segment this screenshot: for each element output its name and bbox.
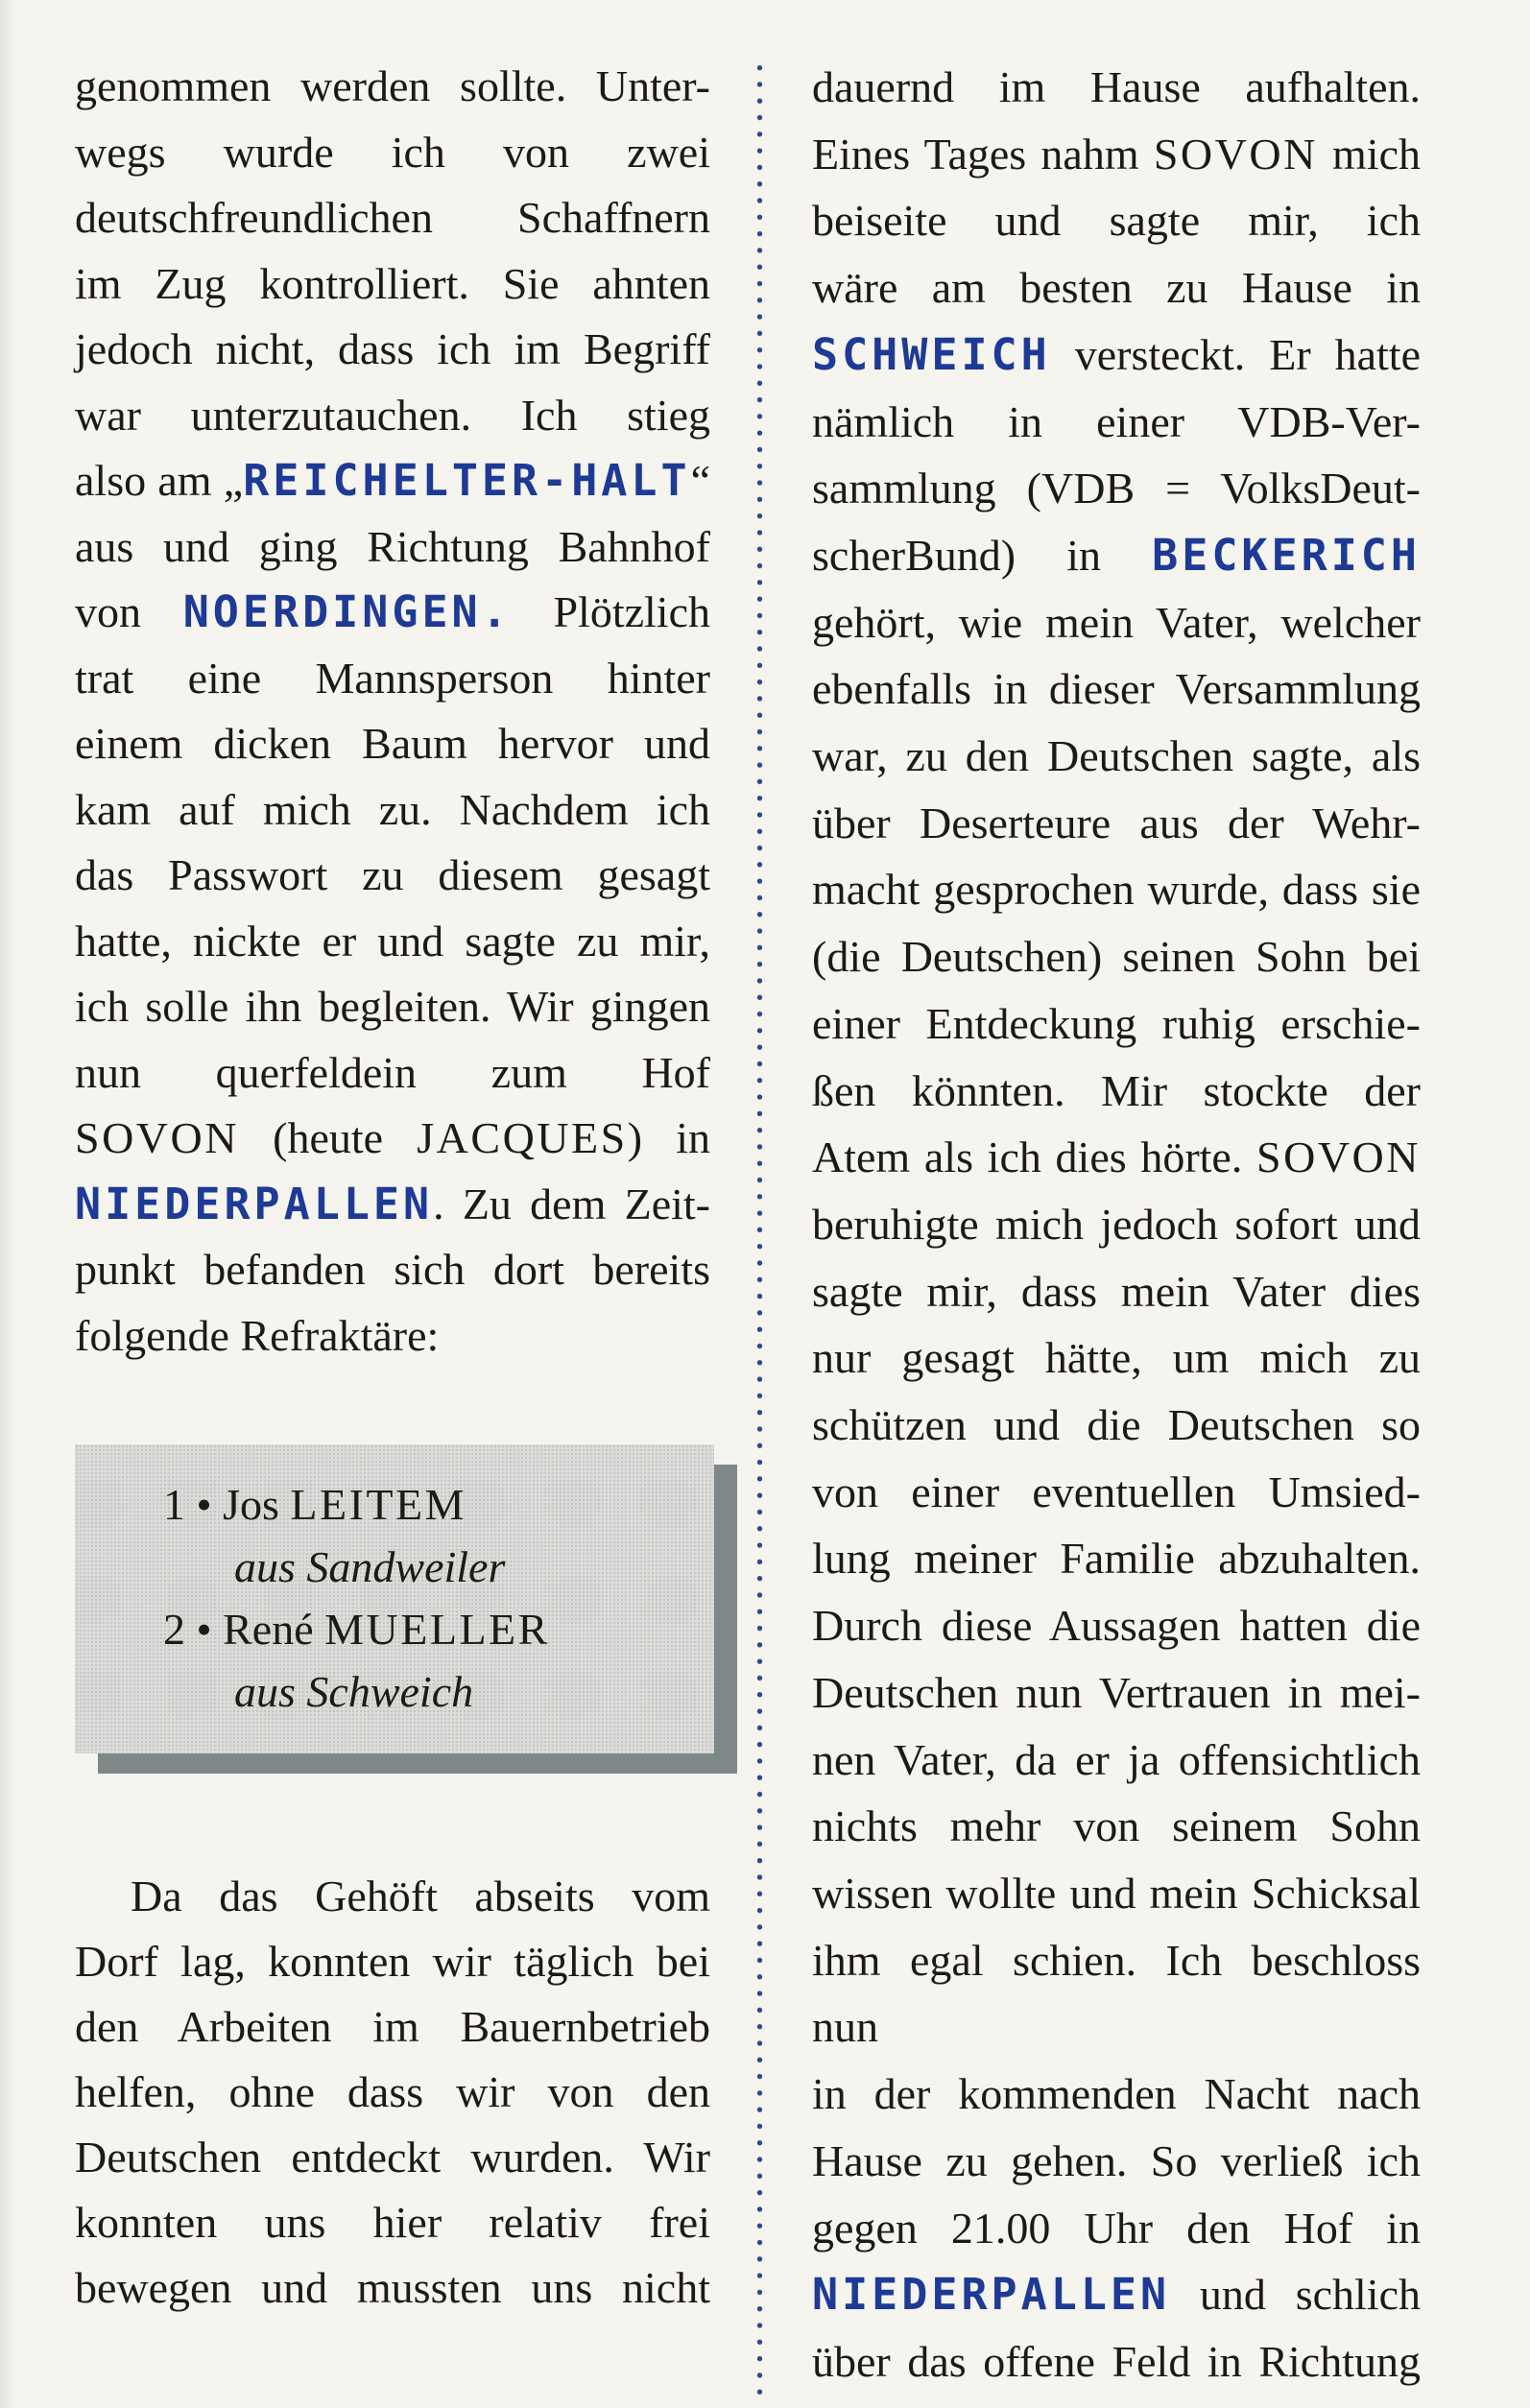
text-segment: wäre am besten zu Hause in	[812, 263, 1421, 313]
text-segment: wissen wollte und mein Schicksal	[812, 1868, 1421, 1918]
text-segment: MUELLER	[324, 1605, 550, 1654]
text-segment: über das offene Feld in Richtung	[812, 2336, 1421, 2386]
text-line	[75, 2255, 710, 2321]
text-line	[812, 990, 1421, 1058]
text-segment: konnten uns hier relativ frei	[75, 2198, 710, 2247]
text-segment: deutschfreundlichen Schaffnern	[75, 193, 710, 242]
text-line	[75, 1994, 710, 2060]
text-line	[75, 843, 710, 909]
text-line	[75, 1864, 710, 1929]
text-segment: Hause zu gehen. So verließ ich	[812, 2135, 1421, 2185]
text-line	[812, 723, 1421, 790]
text-segment: nun querfeldein zum Hof	[75, 1047, 710, 1097]
text-segment: hatte, nickte er und sagte zu mir,	[75, 916, 710, 966]
text-line	[812, 2195, 1421, 2262]
text-segment: Eines Tages nahm	[812, 129, 1154, 179]
text-line	[163, 1660, 714, 1723]
text-line	[75, 1303, 710, 1370]
text-line	[812, 1459, 1421, 1526]
text-line	[163, 1536, 714, 1598]
text-segment: gehört, wie mein Vater, welcher	[812, 597, 1421, 647]
text-line	[812, 1927, 1421, 2061]
text-line	[75, 185, 710, 251]
text-segment: beiseite und sagte mir, ich	[812, 196, 1421, 246]
text-line	[75, 317, 710, 383]
text-segment: Deutschen entdeckt wurden. Wir	[75, 2133, 710, 2182]
text-line	[75, 711, 710, 777]
text-segment: im Zug kontrolliert. Sie ahnten	[75, 258, 710, 308]
text-line	[75, 54, 710, 120]
text-segment: Atem als ich dies hörte.	[812, 1132, 1257, 1182]
text-line	[812, 856, 1421, 923]
text-line	[75, 2060, 710, 2125]
text-segment: in der kommenden Nacht nach	[812, 2069, 1421, 2119]
text-line	[812, 1324, 1421, 1392]
left-column-paragraph-2	[75, 1864, 710, 2321]
text-segment: einer Entdeckung ruhig erschie-	[812, 998, 1421, 1048]
text-line	[812, 923, 1421, 990]
text-segment: von	[75, 587, 183, 636]
text-segment: sagte mir, dass mein Vater dies	[812, 1266, 1421, 1316]
text-line	[75, 777, 710, 844]
text-segment: . Zu dem Zeit-	[433, 1179, 710, 1228]
text-segment: aus Sandweiler	[234, 1542, 506, 1591]
text-line	[75, 1237, 710, 1303]
text-line	[75, 383, 710, 449]
text-segment: wegs wurde ich von zwei	[75, 127, 710, 177]
place-name-highlight: SCHWEICH	[812, 328, 1051, 380]
text-segment: trat eine Mannsperson hinter	[75, 653, 710, 703]
text-line	[812, 2328, 1421, 2396]
text-line	[812, 1258, 1421, 1325]
refractaires-box	[75, 1444, 714, 1753]
text-line	[812, 1525, 1421, 1592]
text-segment: (die Deutschen) seinen Sohn bei	[812, 932, 1421, 982]
text-line	[163, 1598, 714, 1660]
text-line	[812, 2261, 1421, 2328]
text-segment: helfen, ohne dass wir von den	[75, 2067, 710, 2116]
text-segment: nämlich in einer VDB-Ver-	[812, 396, 1421, 446]
text-segment: nichts mehr von seinem Sohn	[812, 1801, 1421, 1851]
text-line	[75, 2125, 710, 2190]
text-segment: den Arbeiten im Bauernbetrieb	[75, 2002, 710, 2051]
text-line	[812, 455, 1421, 522]
text-segment: “	[690, 456, 710, 505]
text-line	[812, 1727, 1421, 1794]
text-line	[812, 1592, 1421, 1659]
text-line	[75, 909, 710, 975]
text-segment: macht gesprochen wurde, dass sie	[812, 865, 1421, 915]
text-segment: (heute	[238, 1113, 418, 1162]
text-segment: über Deserteure aus der Wehr-	[812, 798, 1421, 847]
text-line	[75, 1106, 710, 1172]
text-segment: ) in	[627, 1113, 710, 1162]
text-segment: SOVON	[75, 1113, 239, 1162]
text-segment: war, zu den Deutschen sagte, als	[812, 731, 1421, 781]
place-name-highlight: NIEDERPALLEN	[75, 1178, 434, 1229]
text-segment: Deutschen nun Vertrauen in mei-	[812, 1667, 1421, 1717]
text-line	[75, 1040, 710, 1107]
text-line	[75, 1172, 710, 1238]
text-line	[75, 251, 710, 318]
text-line	[812, 2128, 1421, 2195]
text-segment: beruhigte mich jedoch sofort und	[812, 1199, 1421, 1249]
column-divider-dotted-line	[756, 60, 763, 2403]
text-line	[75, 120, 710, 186]
left-column-paragraph-1	[75, 54, 710, 1369]
text-segment: ihm egal schien. Ich beschloss nun	[812, 1935, 1421, 2052]
text-line	[75, 2190, 710, 2255]
text-segment: Plötzlich	[511, 587, 710, 636]
text-segment: schützen und die Deutschen so	[812, 1400, 1421, 1450]
text-segment: punkt befanden sich dort bereits	[75, 1245, 710, 1294]
text-segment: 2 • René	[163, 1605, 325, 1654]
text-segment: Da das Gehöft abseits vom	[131, 1872, 710, 1920]
text-segment: 1 • Jos	[163, 1480, 291, 1529]
text-segment: nen Vater, da er ja offensichtlich	[812, 1734, 1421, 1784]
place-name-highlight: REICHELTER-HALT	[243, 455, 691, 506]
text-line	[75, 514, 710, 581]
text-line	[812, 790, 1421, 857]
text-segment: einem dicken Baum hervor und	[75, 719, 710, 768]
text-line	[812, 522, 1421, 589]
text-line	[812, 1659, 1421, 1727]
text-line	[812, 254, 1421, 322]
text-segment: dauernd im Hause aufhalten.	[812, 62, 1421, 111]
refractaires-list	[75, 1444, 714, 1723]
text-segment: und schlich	[1170, 2270, 1421, 2320]
text-line	[812, 2061, 1421, 2128]
text-segment: ßen könnten. Mir stockte der	[812, 1065, 1421, 1115]
text-segment: gegen 21.00 Uhr den Hof in	[812, 2203, 1421, 2253]
text-line	[812, 1058, 1421, 1125]
text-segment: SOVON	[1256, 1132, 1421, 1182]
text-line	[812, 1191, 1421, 1258]
text-line	[163, 1473, 714, 1536]
text-segment: nur gesagt hätte, um mich zu	[812, 1333, 1421, 1383]
text-segment: bewegen und mussten uns nicht	[75, 2263, 710, 2312]
text-line	[75, 1929, 710, 1994]
text-segment: mich	[1317, 129, 1422, 179]
text-segment: Durch diese Aussagen hatten die	[812, 1601, 1421, 1651]
place-name-highlight: BECKERICH	[1152, 529, 1421, 581]
text-line	[812, 1392, 1421, 1459]
text-line	[812, 1860, 1421, 1927]
place-name-highlight: NIEDERPALLEN	[812, 2269, 1171, 2321]
text-line	[812, 121, 1421, 188]
place-name-highlight: NOERDINGEN.	[182, 586, 512, 637]
text-line	[812, 589, 1421, 656]
text-segment: Dorf lag, konnten wir täglich bei	[75, 1937, 710, 1986]
text-segment: war unterzutauchen. Ich stieg	[75, 390, 710, 440]
text-segment: genommen werden sollte. Unter-	[75, 61, 710, 110]
text-line	[812, 54, 1421, 121]
text-segment: sammlung (VDB = VolksDeut-	[812, 464, 1421, 513]
text-segment: kam auf mich zu. Nachdem ich	[75, 784, 710, 834]
right-column-text	[812, 54, 1421, 2396]
text-line	[75, 646, 710, 712]
text-segment: LEITEM	[290, 1480, 467, 1529]
text-line	[75, 580, 710, 646]
text-line	[812, 389, 1421, 456]
text-segment: ich solle ihn begleiten. Wir gingen	[75, 982, 710, 1031]
text-segment: aus und ging Richtung Bahnhof	[75, 521, 710, 571]
text-segment: von einer eventuellen Umsied-	[812, 1466, 1421, 1516]
text-segment: versteckt. Er hatte	[1050, 329, 1421, 379]
text-line	[812, 187, 1421, 254]
text-line	[812, 1124, 1421, 1191]
text-line	[75, 448, 710, 514]
text-segment: aus Schweich	[234, 1667, 474, 1716]
text-segment: folgende Refraktäre:	[75, 1310, 440, 1360]
text-segment: also am „	[75, 456, 244, 505]
text-line	[812, 656, 1421, 723]
text-segment: ebenfalls in dieser Versammlung	[812, 664, 1421, 714]
text-segment: lung meiner Familie abzuhalten.	[812, 1534, 1421, 1584]
text-line	[75, 974, 710, 1040]
text-segment: das Passwort zu diesem gesagt	[75, 850, 710, 899]
text-line	[812, 1793, 1421, 1860]
text-segment: jedoch nicht, dass ich im Begriff	[75, 324, 710, 373]
text-line	[812, 322, 1421, 389]
text-segment: SOVON	[1153, 129, 1318, 179]
text-segment: JACQUES	[417, 1113, 628, 1162]
text-segment: scherBund) in	[812, 530, 1153, 580]
